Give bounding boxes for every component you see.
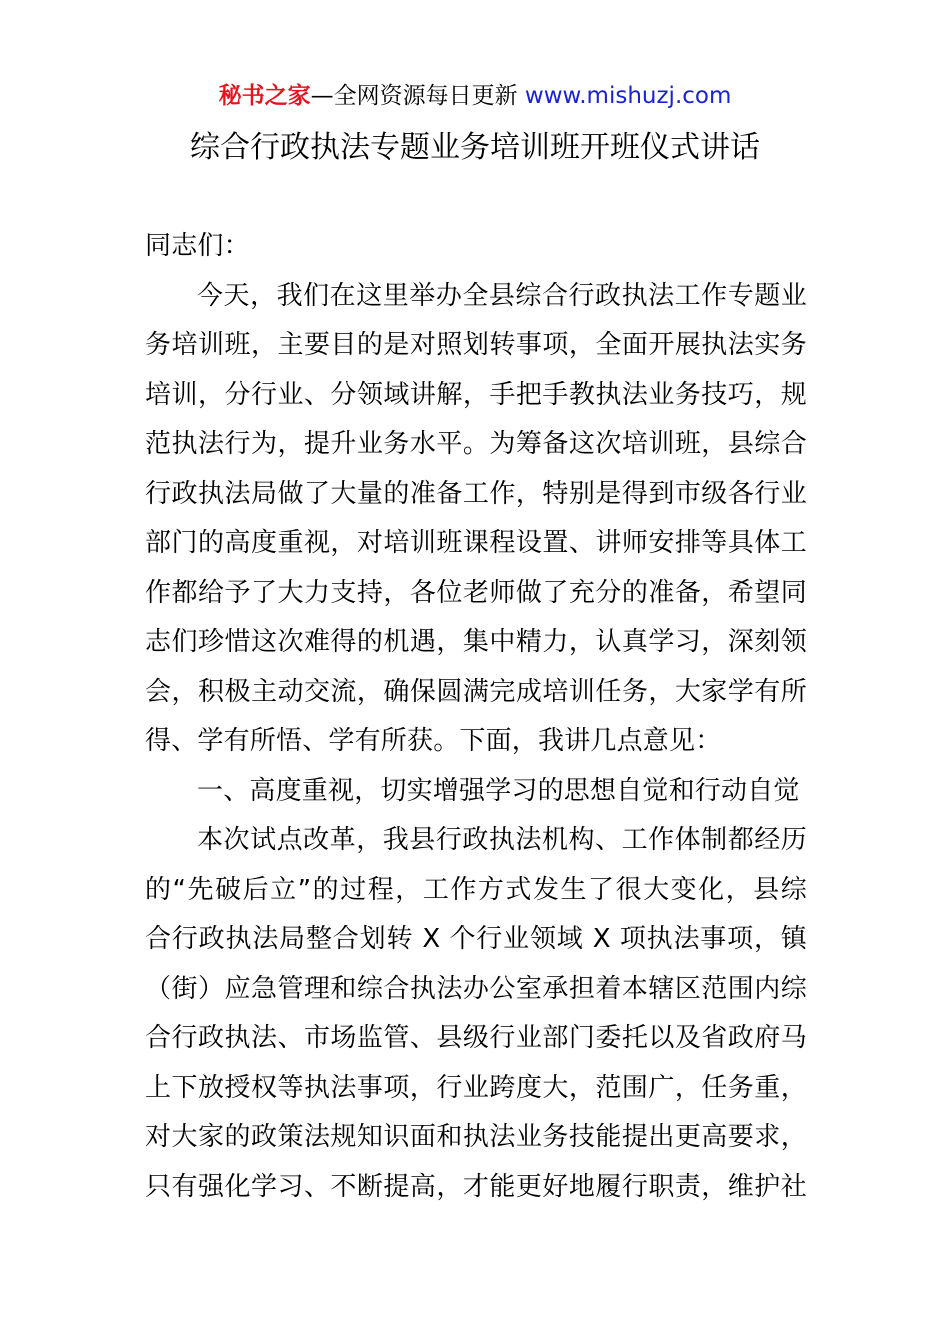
paragraph-line: 培训，分行业、分领域讲解，手把手教执法业务技巧，规: [145, 379, 807, 410]
paragraph-line: 只有强化学习、不断提高，才能更好地履行职责，维护社: [145, 1171, 807, 1202]
paragraph-line: 本次试点改革，我县行政执法机构、工作体制都经历: [197, 825, 807, 855]
brand-name: 秘书之家: [218, 83, 311, 109]
section-heading: 一、高度重视，切实增强学习的思想自觉和行动自觉: [197, 775, 800, 806]
paragraph-line: 会，积极主动交流，确保圆满完成培训任务，大家学有所: [145, 676, 807, 707]
paragraph-line: 上下放授权等执法事项，行业跨度大，范围广，任务重，: [145, 1072, 807, 1103]
site-url: www.mishuzj.com: [517, 83, 732, 109]
paragraph-line: （街）应急管理和综合执法办公室承担着本辖区范围内综: [145, 973, 807, 1004]
paragraph-line: 作都给予了大力支持，各位老师做了充分的准备，希望同: [145, 577, 807, 608]
salutation: 同志们：: [145, 231, 250, 261]
site-header: [0, 80, 950, 112]
document-body: [145, 222, 807, 1212]
paragraph-line: 合行政执法局整合划转 X 个行业领域 X 项执法事项，镇: [145, 924, 807, 954]
paragraph-line: 合行政执法、市场监管、县级行业部门委托以及省政府马: [145, 1023, 807, 1053]
paragraph-line: 范执法行为，提升业务水平。为筹备这次培训班，县综合: [145, 429, 807, 459]
paragraph-line: 今天，我们在这里举办全县综合行政执法工作专题业: [197, 280, 807, 311]
paragraph-line: 行政执法局做了大量的准备工作，特别是得到市级各行业: [145, 478, 807, 509]
paragraph-line: 对大家的政策法规知识面和执法业务技能提出更高要求，: [145, 1122, 807, 1152]
site-tagline: —全网资源每日更新: [310, 83, 518, 109]
paragraph-line: 志们珍惜这次难得的机遇，集中精力，认真学习，深刻领: [145, 627, 807, 657]
paragraph-line: 的“先破后立”的过程，工作方式发生了很大变化，县综: [145, 874, 807, 905]
paragraph-line: 得、学有所悟、学有所获。下面，我讲几点意见：: [145, 726, 722, 756]
paragraph-line: 部门的高度重视，对培训班课程设置、讲师安排等具体工: [145, 528, 807, 558]
paragraph-line: 务培训班，主要目的是对照划转事项，全面开展执法实务: [145, 330, 807, 360]
document-title: 综合行政执法专题业务培训班开班仪式讲话: [190, 130, 760, 165]
